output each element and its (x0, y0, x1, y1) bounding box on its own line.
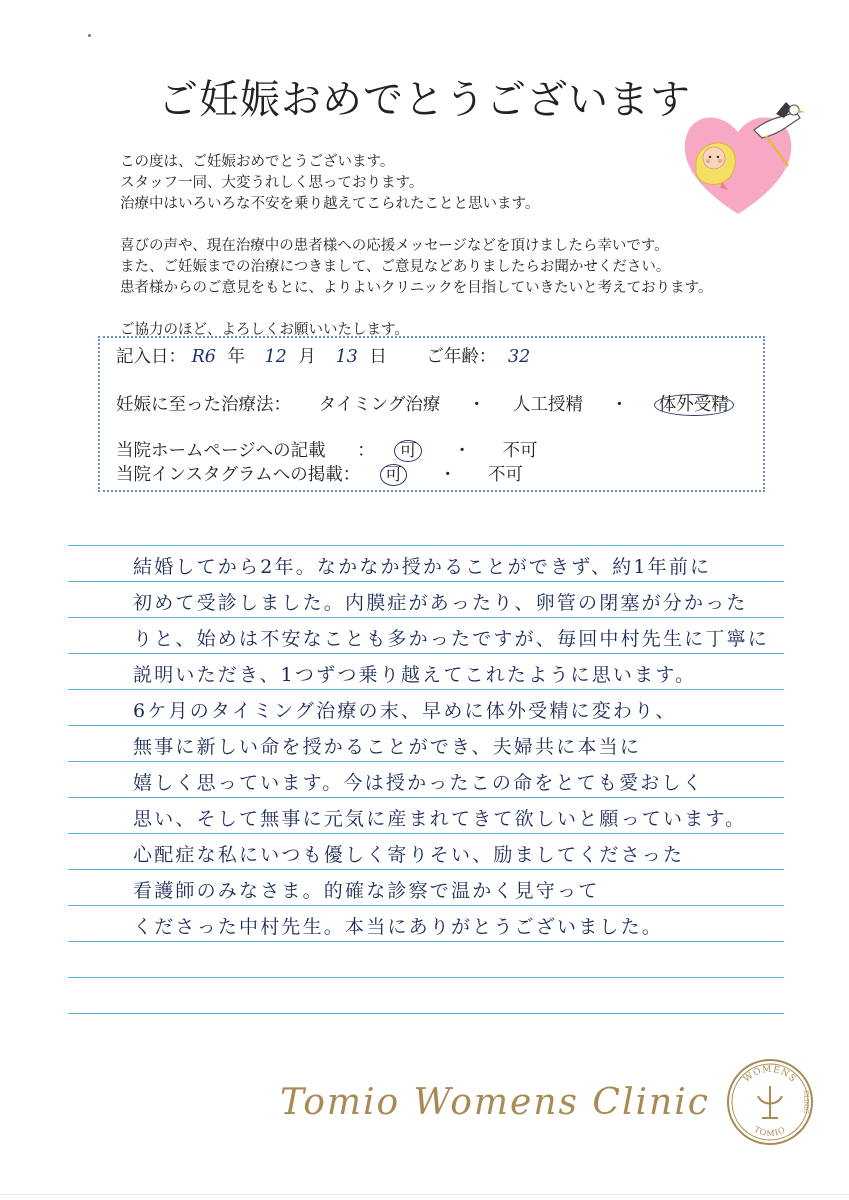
homepage-consent-yes-selected[interactable]: 可 (394, 440, 422, 462)
svg-text:TOMIO (753, 1125, 788, 1138)
message-line: りと、始めは不安なことも多かったですが、毎回中村先生に丁寧に (133, 628, 770, 650)
consent-separator: ・ (438, 465, 457, 485)
homepage-label: 当院ホームページへの記載 (116, 441, 326, 461)
year-suffix: 年 (227, 347, 245, 367)
page-title: ご妊娠おめでとうございます (158, 77, 691, 123)
date-day-value[interactable]: 13 (335, 347, 358, 367)
date-age-row (116, 343, 530, 368)
seal-text-bottom: TOMIO (752, 1124, 788, 1139)
treatment-row (116, 391, 734, 416)
treatment-option-iui[interactable]: 人工授精 (513, 395, 584, 415)
treatment-separator: ・ (610, 395, 629, 415)
homepage-colon: ： (357, 441, 375, 461)
date-label: 記入日： (116, 347, 186, 367)
treatment-separator: ・ (467, 395, 486, 415)
intro-line: 治療中はいろいろな不安を乗り越えてこられたことと思います。 (120, 196, 540, 212)
date-era-value[interactable]: R6 (191, 347, 216, 367)
month-suffix: 月 (298, 347, 316, 367)
treatment-option-timing[interactable]: タイミング治療 (318, 395, 441, 415)
message-line: 思い、そして無事に元気に産まれてきて欲しいと願っています。 (133, 808, 747, 830)
message-line: 初めて受診しました。内膜症があったり、卵管の閉塞が分かった (133, 592, 748, 614)
intro-line: この度は、ご妊娠おめでとうございます。 (120, 154, 395, 170)
message-line: 6ケ月のタイミング治療の末、早めに体外受精に変わり、 (133, 700, 677, 722)
seal-text-top: WOMENS (742, 1064, 799, 1085)
instagram-label: 当院インスタグラムへの掲載： (116, 465, 361, 485)
instagram-consent-yes-selected[interactable]: 可 (380, 464, 408, 486)
clinic-name-logo: Tomio Womens Clinic (280, 1082, 710, 1123)
homepage-consent-row (116, 437, 537, 462)
consent-separator: ・ (453, 441, 471, 461)
age-value[interactable]: 32 (508, 347, 531, 367)
intro-line: 喜びの声や、現在治療中の患者様への応援メッセージなどを頂けましたら幸いです。 (120, 238, 669, 254)
instagram-consent-no[interactable]: 不可 (488, 465, 524, 485)
date-month-value[interactable]: 12 (264, 347, 287, 367)
intro-line: また、ご妊娠までの治療につきまして、ご意見などありましたらお聞かせください。 (120, 259, 671, 275)
intro-text (120, 152, 760, 341)
clinic-seal-logo (724, 1056, 816, 1148)
day-suffix: 日 (369, 347, 387, 367)
page-bottom-edge (0, 1194, 849, 1195)
message-line: 説明いただき、1つずつ乗り越えてこれたように思います。 (133, 664, 697, 686)
instagram-consent-row (116, 461, 523, 486)
message-line: 無事に新しい命を授かることができ、夫婦共に本当に (133, 736, 642, 758)
svg-text:WOMENS (742, 1065, 798, 1085)
age-label: ご年齢： (426, 347, 497, 367)
scan-dot (88, 34, 91, 37)
intro-line: スタッフ一同、大変うれしく思っております。 (120, 175, 424, 191)
message-line: 看護師のみなさま。的確な診察で温かく見守って (133, 880, 600, 902)
message-line: 心配症な私にいつも優しく寄りそい、励ましてくださった (133, 844, 685, 866)
message-line: 嬉しく思っています。今は授かったこの命をとても愛おしく (133, 772, 704, 794)
message-line: くださった中村先生。本当にありがとうございました。 (133, 916, 664, 938)
treatment-option-ivf-selected[interactable]: 体外受精 (654, 394, 734, 416)
homepage-consent-no[interactable]: 不可 (502, 441, 538, 461)
treatment-label: 妊娠に至った治療法： (116, 395, 291, 415)
message-line: 結婚してから2年。なかなか授かることができず、約1年前に (133, 556, 712, 578)
intro-line: 患者様からのご意見をもとに、よりよいクリニックを目指していきたいと考えております。 (120, 280, 713, 296)
intro-line: ご協力のほど、よろしくお願いいたします。 (120, 322, 409, 338)
seal-text-right: CLINIC (802, 1090, 809, 1114)
